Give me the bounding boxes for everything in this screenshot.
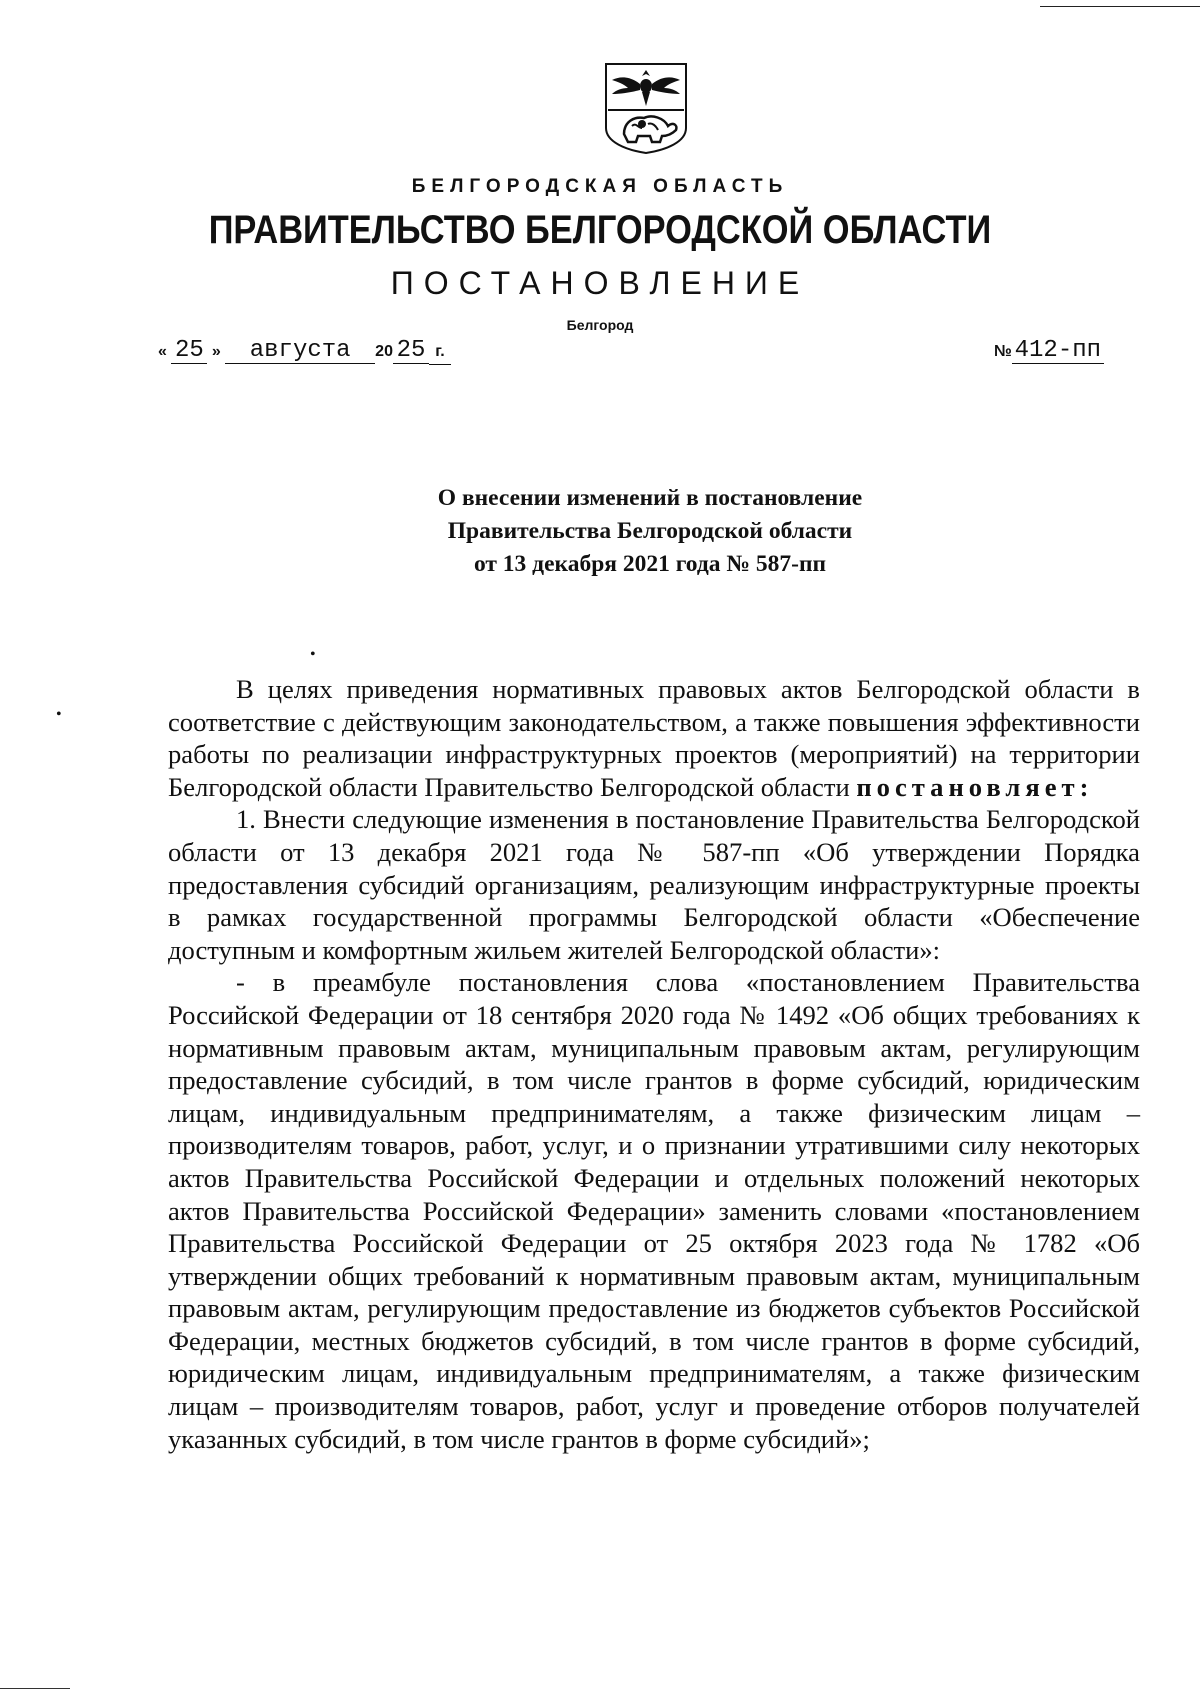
- document-type-heading: ПОСТАНОВЛЕНИЕ: [390, 265, 810, 301]
- title-line-2: Правительства Белгородской области: [447, 518, 853, 544]
- government-heading: ПРАВИТЕЛЬСТВО БЕЛГОРОДСКОЙ ОБЛАСТИ: [208, 208, 992, 252]
- date-year-mark: г.: [429, 340, 451, 365]
- bottom-left-scan-line: [0, 1688, 70, 1689]
- top-right-scan-line: [1040, 6, 1200, 7]
- scan-mark: •: [310, 646, 316, 663]
- date-quote-open: «: [158, 343, 167, 360]
- resolves-keyword: постановляет:: [856, 771, 1094, 802]
- date-quote-close: »: [211, 343, 221, 360]
- city-label: Белгород: [566, 317, 634, 333]
- scan-mark: •: [56, 706, 62, 723]
- coat-of-arms-icon: [602, 62, 690, 154]
- date-month: августа: [225, 339, 375, 364]
- number-value: 412-пп: [1012, 339, 1104, 364]
- date-day: 25: [171, 339, 207, 364]
- document-date: [158, 339, 451, 365]
- document-number: [994, 339, 1104, 364]
- date-year-prefix: 20: [375, 343, 393, 360]
- title-line-3: от 13 декабря 2021 года № 587-пп: [473, 551, 827, 577]
- document-body: [168, 673, 1140, 1455]
- title-line-1: О внесении изменений в постановление: [437, 485, 863, 511]
- number-label: №: [994, 343, 1012, 360]
- paragraph-intro: [168, 673, 1140, 803]
- document-title: [0, 482, 1200, 581]
- date-year: 25: [393, 339, 429, 364]
- paragraph-item-1-sub-1: - в преамбуле постановления слова «постановлением Правительства Российской Федерации от 18 сентября 2020 года № 1492 «Об общих требованиях к нормативным правовым актам, муниципальным правовым актам, регулирующим предоставление субсидий, в том числе грантов в форме субсидий, юридическим лицам, индивидуальным предпринимателям, а также физическим лицам – производителям товаров, работ, услуг, и о признании утратившими силу некоторых актов Правительства Российской Федерации и отдельных положений некоторых актов Правительства Российской Федерации» заменить словами «постановлением Правительства Российской Федерации от 25 октября 2023 года № 1782 «Об утверждении общих требований к нормативным правовым актам, муниципальным правовым актам, регулирующим предоставление из бюджетов субъектов Российской Федерации, местных бюджетов субсидий, в том числе грантов в форме субсидий, юридическим лицам, индивидуальным предпринимателям, а также физическим лицам – производителям товаров, работ, услуг и проведение отборов получателей указанных субсидий, в том числе грантов в форме субсидий»;: [168, 967, 1140, 1454]
- region-heading: БЕЛГОРОДСКАЯ ОБЛАСТЬ: [411, 176, 789, 197]
- paragraph-item-1: 1. Внести следующие изменения в постановление Правительства Белгородской области от 13 декабря 2021 года № 587-пп «Об утверждении Порядка предоставления субсидий организациям, реализующим инфраструктурные проекты в рамках государственной программы Белгородской области «Обеспечение доступным и комфортным жильем жителей Белгородской области»:: [168, 804, 1140, 965]
- intro-text: В целях приведения нормативных правовых актов Белгородской области в соответствие с действующим законодательством, а также повышения эффективности работы по реализации инфраструктурных проектов (мероприятий) на территории Белгородской области Правительство Белгородской области: [168, 674, 1140, 802]
